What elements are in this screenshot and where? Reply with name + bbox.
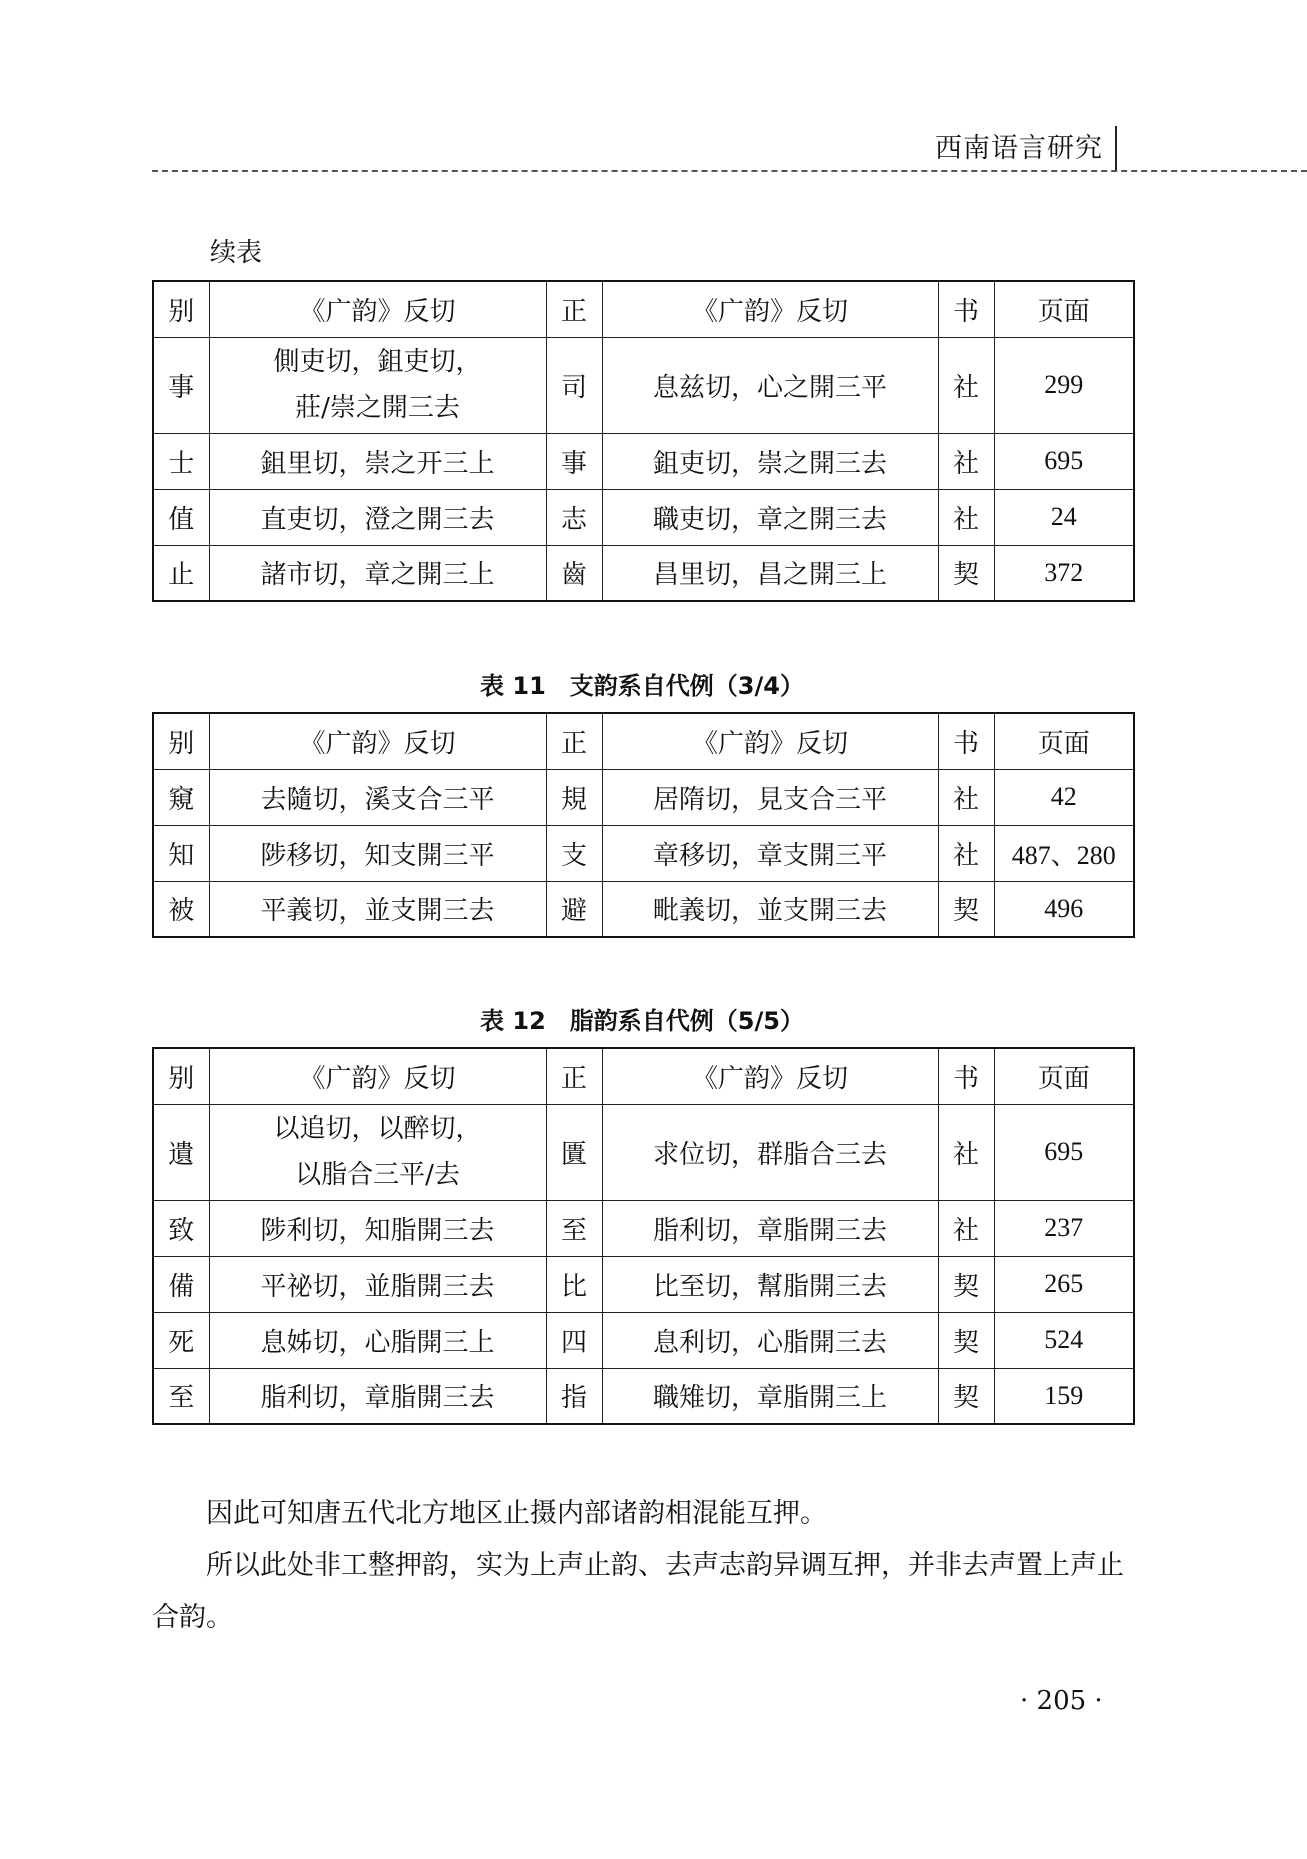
table-cell: 契 [938, 881, 994, 937]
table-row [153, 1368, 1134, 1424]
column-header: 正 [546, 713, 602, 769]
table-cell: 窺 [153, 769, 209, 825]
table-cell: 士 [153, 433, 209, 489]
table-cell: 24 [994, 489, 1134, 545]
table-cell: 昌里切，昌之開三上 [602, 545, 938, 601]
table-cell: 社 [938, 337, 994, 433]
header-divider [152, 170, 1307, 172]
table-12-caption: 表 12 脂韵系自代例（5/5） [480, 1007, 804, 1035]
table-11 [152, 712, 1135, 938]
table-cell: 社 [938, 489, 994, 545]
column-header: 书 [938, 713, 994, 769]
table-cell [209, 1104, 546, 1200]
table-cell: 鉏里切，崇之开三上 [209, 433, 546, 489]
column-header: 正 [546, 1048, 602, 1104]
table-cell: 陟移切，知支開三平 [209, 825, 546, 881]
table-cell: 社 [938, 433, 994, 489]
table-cell: 備 [153, 1256, 209, 1312]
table-cell: 支 [546, 825, 602, 881]
table-row [153, 825, 1134, 881]
table-row [153, 769, 1134, 825]
table-cell: 息姊切，心脂開三上 [209, 1312, 546, 1368]
table-cell: 遺 [153, 1104, 209, 1200]
column-header: 页面 [994, 281, 1134, 337]
table-cell: 社 [938, 825, 994, 881]
table-row [153, 545, 1134, 601]
column-header: 别 [153, 713, 209, 769]
table-cell: 695 [994, 1104, 1134, 1200]
table-cell: 求位切，群脂合三去 [602, 1104, 938, 1200]
table-row [153, 881, 1134, 937]
table-cell: 42 [994, 769, 1134, 825]
table-cell: 平祕切，並脂開三去 [209, 1256, 546, 1312]
table-cell: 避 [546, 881, 602, 937]
table-11-caption: 表 11 支韵系自代例（3/4） [480, 672, 804, 700]
column-header: 《广韵》反切 [602, 1048, 938, 1104]
table-cell: 職吏切，章之開三去 [602, 489, 938, 545]
table-cell: 695 [994, 433, 1134, 489]
column-header: 《广韵》反切 [209, 1048, 546, 1104]
table-cell: 息兹切，心之開三平 [602, 337, 938, 433]
table-cell: 契 [938, 1312, 994, 1368]
table-cell: 237 [994, 1200, 1134, 1256]
table-cell: 居隋切，見支合三平 [602, 769, 938, 825]
table-row [153, 1312, 1134, 1368]
table-cell: 脂利切，章脂開三去 [602, 1200, 938, 1256]
table-row [153, 433, 1134, 489]
table-continued [152, 280, 1135, 602]
column-header: 页面 [994, 1048, 1134, 1104]
table-cell: 值 [153, 489, 209, 545]
column-header: 《广韵》反切 [209, 713, 546, 769]
table-cell: 496 [994, 881, 1134, 937]
table-cell: 止 [153, 545, 209, 601]
table-header-row [153, 281, 1134, 337]
table-row [153, 1256, 1134, 1312]
column-header: 正 [546, 281, 602, 337]
table-cell: 比 [546, 1256, 602, 1312]
table-cell: 四 [546, 1312, 602, 1368]
continuation-label: 续表 [210, 238, 263, 268]
table-cell: 至 [546, 1200, 602, 1256]
table-cell: 事 [153, 337, 209, 433]
cell-line: 以追切，以醉切， [273, 1114, 482, 1144]
table-cell: 平義切，並支開三去 [209, 881, 546, 937]
table-row [153, 1104, 1134, 1200]
table-cell: 司 [546, 337, 602, 433]
table-row [153, 337, 1134, 433]
table-cell: 去隨切，溪支合三平 [209, 769, 546, 825]
table-cell [209, 337, 546, 433]
table-header-row [153, 713, 1134, 769]
table-cell: 被 [153, 881, 209, 937]
table-cell: 契 [938, 545, 994, 601]
table-cell: 規 [546, 769, 602, 825]
table-cell: 章移切，章支開三平 [602, 825, 938, 881]
table-cell: 指 [546, 1368, 602, 1424]
table-cell: 契 [938, 1368, 994, 1424]
body-paragraph: 所以此处非工整押韵，实为上声止韵、去声志韵异调互押，并非去声置上声止合韵。 [152, 1550, 1124, 1633]
table-cell: 鉏吏切，崇之開三去 [602, 433, 938, 489]
table-cell: 社 [938, 1104, 994, 1200]
table-cell: 299 [994, 337, 1134, 433]
table-cell: 社 [938, 1200, 994, 1256]
table-cell: 諸市切，章之開三上 [209, 545, 546, 601]
cell-line: 莊/崇之開三去 [295, 393, 460, 423]
table-cell: 致 [153, 1200, 209, 1256]
table-cell: 至 [153, 1368, 209, 1424]
table-row [153, 489, 1134, 545]
table-cell: 524 [994, 1312, 1134, 1368]
page-number: · 205 · [1020, 1686, 1103, 1716]
table-cell: 372 [994, 545, 1134, 601]
table-cell: 死 [153, 1312, 209, 1368]
table-cell: 直吏切，澄之開三去 [209, 489, 546, 545]
table-cell: 487、280 [994, 825, 1134, 881]
table-cell: 265 [994, 1256, 1134, 1312]
column-header: 书 [938, 281, 994, 337]
column-header: 《广韵》反切 [602, 281, 938, 337]
table-cell: 知 [153, 825, 209, 881]
cell-line: 以脂合三平/去 [295, 1160, 460, 1190]
column-header: 别 [153, 281, 209, 337]
column-header: 《广韵》反切 [602, 713, 938, 769]
table-cell: 息利切，心脂開三去 [602, 1312, 938, 1368]
table-cell: 脂利切，章脂開三去 [209, 1368, 546, 1424]
column-header: 别 [153, 1048, 209, 1104]
table-cell: 比至切，幫脂開三去 [602, 1256, 938, 1312]
table-cell: 159 [994, 1368, 1134, 1424]
table-cell: 毗義切，並支開三去 [602, 881, 938, 937]
table-header-row [153, 1048, 1134, 1104]
table-cell: 社 [938, 769, 994, 825]
running-header-journal-title: 西南语言研究 [935, 126, 1117, 172]
table-row [153, 1200, 1134, 1256]
body-paragraph: 因此可知唐五代北方地区止摄内部诸韵相混能互押。 [206, 1498, 827, 1529]
table-12 [152, 1047, 1135, 1425]
table-cell: 契 [938, 1256, 994, 1312]
column-header: 《广韵》反切 [209, 281, 546, 337]
table-cell: 匱 [546, 1104, 602, 1200]
table-cell: 職雉切，章脂開三上 [602, 1368, 938, 1424]
table-cell: 陟利切，知脂開三去 [209, 1200, 546, 1256]
column-header: 页面 [994, 713, 1134, 769]
column-header: 书 [938, 1048, 994, 1104]
table-cell: 志 [546, 489, 602, 545]
cell-line: 側吏切，鉏吏切， [273, 347, 482, 377]
table-cell: 齒 [546, 545, 602, 601]
table-cell: 事 [546, 433, 602, 489]
